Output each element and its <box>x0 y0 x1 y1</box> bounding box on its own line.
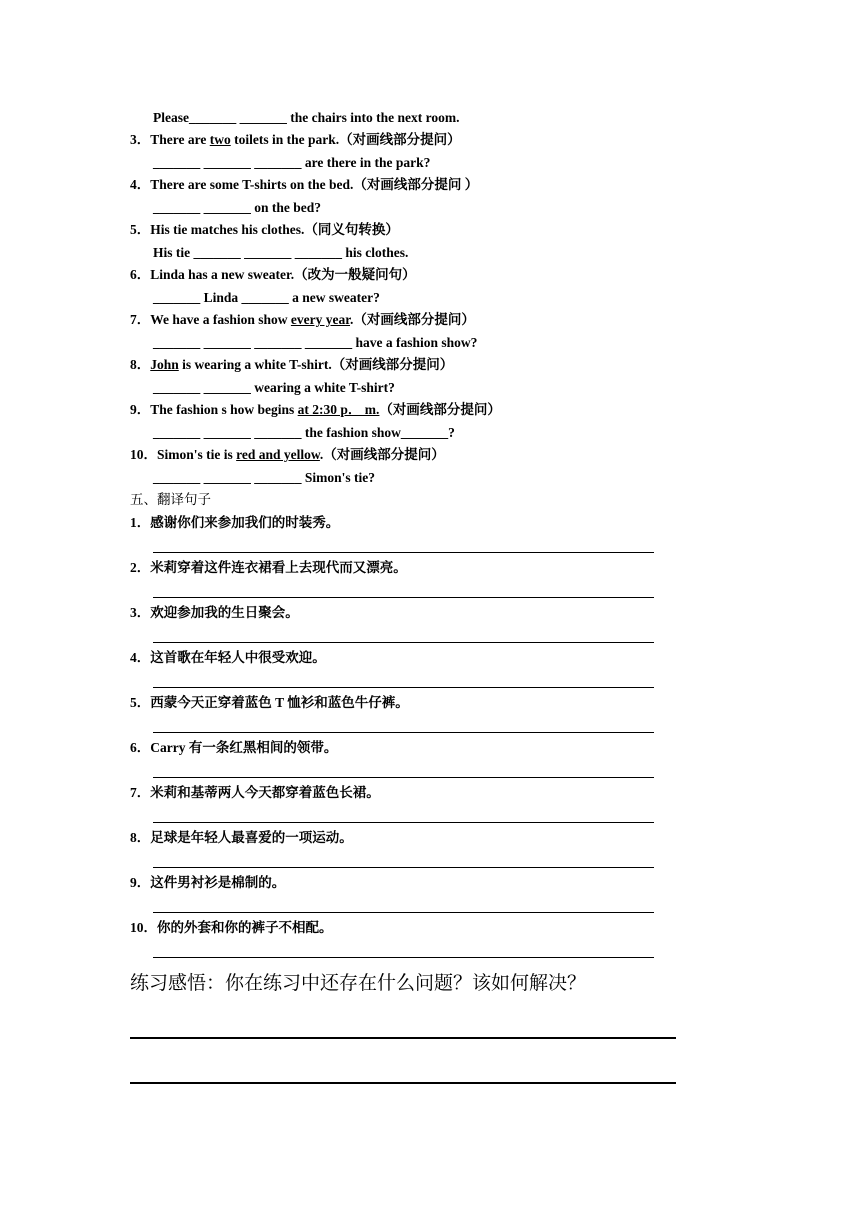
translate-item-number: 4． <box>130 650 151 665</box>
q6-answer: _______ Linda _______ a new sweater? <box>153 290 380 305</box>
translate-item-number: 5． <box>130 695 151 710</box>
q7-answer: _______ _______ _______ _______ have a fashion show? <box>153 335 478 350</box>
q3-question <box>130 131 461 149</box>
q7-instruction: .（对画线部分提问） <box>350 312 475 327</box>
translate-answer-line[interactable] <box>153 822 654 823</box>
q8-text: is wearing a white T-shirt.（对画线部分提问） <box>178 357 454 372</box>
translate-item <box>130 919 333 937</box>
translate-answer-line[interactable] <box>153 777 654 778</box>
translate-answer-line[interactable] <box>153 687 654 688</box>
translate-item <box>130 739 337 757</box>
q10-underlined: red and yellow <box>236 447 320 462</box>
translate-item-text: 感谢你们来参加我们的时装秀。 <box>150 515 340 530</box>
q8-number: 8． <box>130 357 151 372</box>
translate-item-text: 这首歌在年轻人中很受欢迎。 <box>150 650 326 665</box>
translate-item-text: 米莉穿着这件连衣裙看上去现代而又漂亮。 <box>150 560 407 575</box>
translate-item <box>130 874 285 892</box>
translate-answer-line[interactable] <box>153 732 654 733</box>
translate-item-number: 6． <box>130 740 151 755</box>
q5-answer: His tie _______ _______ _______ his clothes. <box>153 245 409 260</box>
translate-answer-line[interactable] <box>153 552 654 553</box>
q7-underlined: every year <box>290 312 351 327</box>
translate-answer-line[interactable] <box>153 867 654 868</box>
q7-question <box>130 311 475 329</box>
translate-item <box>130 784 380 802</box>
reflection-line-1[interactable] <box>130 1037 676 1039</box>
translate-item <box>130 604 299 622</box>
q10-answer: _______ _______ _______ Simon's tie? <box>153 470 376 485</box>
translate-item-text: 足球是年轻人最喜爱的一项运动。 <box>150 830 353 845</box>
q5-question: 5．His tie matches his clothes.（同义句转换） <box>130 222 399 237</box>
translate-item-text: 欢迎参加我的生日聚会。 <box>150 605 299 620</box>
q9-instruction: （对画线部分提问） <box>379 402 501 417</box>
q6-question: 6．Linda has a new sweater.（改为一般疑问句） <box>130 267 416 282</box>
q9-answer: _______ _______ _______ the fashion show_______? <box>153 425 455 440</box>
translate-item-number: 9． <box>130 875 151 890</box>
q3-instruction: toilets in the park.（对画线部分提问） <box>230 132 461 147</box>
q10-question <box>130 446 445 464</box>
translate-item-number: 1． <box>130 515 151 530</box>
q8-underlined: John <box>150 357 179 372</box>
q3-underlined: two <box>209 132 231 147</box>
q2-answer-line: Please_______ _______ the chairs into the next room. <box>153 110 460 125</box>
q9-text: 9．The fashion s how begins <box>130 402 298 417</box>
q10-instruction: .（对画线部分提问） <box>319 447 445 462</box>
translate-item-number: 2． <box>130 560 151 575</box>
translate-item-text: 西蒙今天正穿着蓝色 T 恤衫和蓝色牛仔裤。 <box>150 695 409 710</box>
translate-item-text: 这件男衬衫是棉制的。 <box>150 875 286 890</box>
q3-answer: _______ _______ _______ are there in the park? <box>153 155 431 170</box>
translate-item-text: Carry 有一条红黑相间的领带。 <box>150 740 338 755</box>
translate-item <box>130 694 409 712</box>
q9-underlined: at 2:30 p． m. <box>297 402 380 417</box>
translate-item-number: 8． <box>130 830 151 845</box>
q9-question <box>130 401 501 419</box>
q4-answer: _______ _______ on the bed? <box>153 200 322 215</box>
translate-item <box>130 829 353 847</box>
q10-text: 10．Simon's tie is <box>130 447 237 462</box>
translate-item-number: 7． <box>130 785 151 800</box>
translate-item-text: 米莉和基蒂两人今天都穿着蓝色长裙。 <box>150 785 380 800</box>
translate-item-number: 3． <box>130 605 151 620</box>
translate-item-text: 你的外套和你的裤子不相配。 <box>157 920 333 935</box>
translate-answer-line[interactable] <box>153 597 654 598</box>
translate-item-number: 10． <box>130 920 157 935</box>
translate-answer-line[interactable] <box>153 957 654 958</box>
translate-item <box>130 514 339 532</box>
translate-answer-line[interactable] <box>153 912 654 913</box>
reflection-prompt: 练习感悟：你在练习中还存在什么问题？该如何解决？ <box>130 972 587 994</box>
translate-item <box>130 559 407 577</box>
translate-answer-line[interactable] <box>153 642 654 643</box>
reflection-line-2[interactable] <box>130 1082 676 1084</box>
q3-text: 3．There are <box>130 132 210 147</box>
q7-text: 7．We have a fashion show <box>130 312 291 327</box>
translate-heading: 五、翻译句子 <box>130 492 211 507</box>
q8-answer: _______ _______ wearing a white T-shirt? <box>153 380 395 395</box>
q4-question: 4．There are some T-shirts on the bed.（对画线部分提问 ） <box>130 177 479 192</box>
translate-item <box>130 649 326 667</box>
q8-question <box>130 356 453 374</box>
